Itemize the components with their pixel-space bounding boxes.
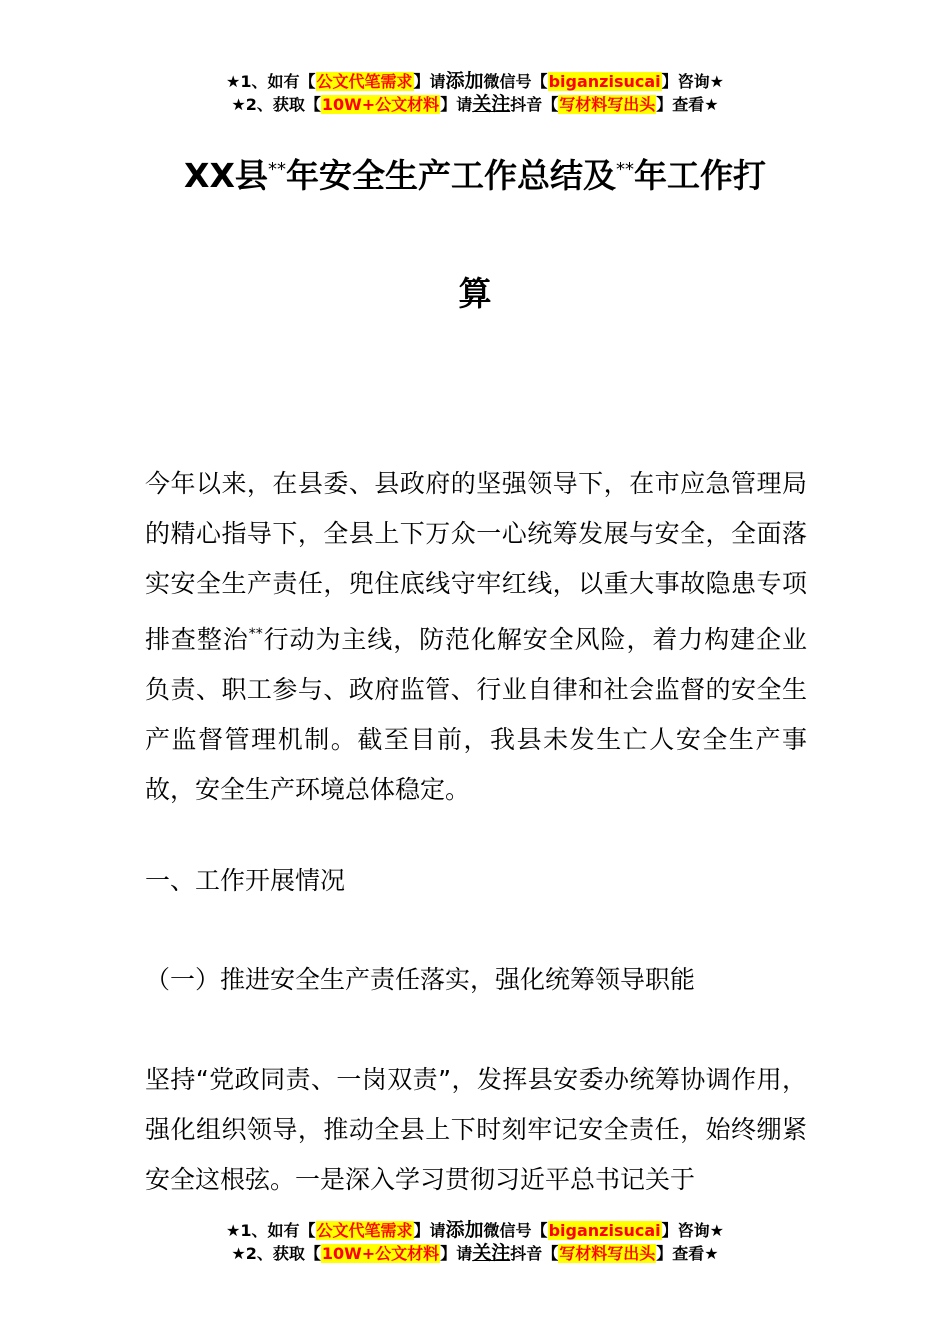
subsection-heading: （一）推进安全生产责任落实，强化统筹领导职能 [145, 965, 696, 994]
promo-highlight: 公文代笔需求 [316, 1221, 413, 1240]
promo-banner-top [0, 70, 950, 116]
document-title: XX县**年安全生产工作总结及**年工作打 [184, 156, 766, 195]
promo-highlight: 10W+公文材料 [321, 95, 440, 114]
intro-paragraph: 今年以来，在县委、县政府的坚强领导下，在市应急管理局的精心指导下，全县上下万众一心统筹发展与安全，全面落实安全生产责任，兜住底线守牢红线，以重大事故隐患专项排查整治**行动为主线，防范化解安全风险，着力构建企业负责、职工参与、政府监管、行业自律和社会监督的安全生产监督管理机制。截至目前，我县未发生亡人安全生产事故，安全生产环境总体稳定。 [145, 469, 807, 804]
promo-highlight: 10W+公文材料 [321, 1244, 440, 1263]
promo-highlight: 公文代笔需求 [316, 72, 413, 91]
promo-banner-bottom [0, 1219, 950, 1265]
body-paragraph: 坚持“党政同责、一岗双责”，发挥县安委办统筹协调作用，强化组织领导，推动全县上下时刻牢记安全责任，始终绷紧安全这根弦。一是深入学习贯彻习近平总书记关于 [145, 1065, 807, 1194]
promo-douyin-id: 写材料写出头 [559, 1244, 656, 1263]
promo-line-2: ★2、获取【10W+公文材料】请关注抖音【写材料写出头】查看★ [231, 1242, 719, 1264]
document-title-continued: 算 [458, 274, 492, 313]
promo-line-1: ★1、如有【公文代笔需求】请添加微信号【biganzisucai】咨询★ [226, 70, 724, 92]
promo-douyin-id: 写材料写出头 [559, 95, 656, 114]
promo-wechat-id: biganzisucai [548, 72, 661, 91]
promo-wechat-id: biganzisucai [548, 1221, 661, 1240]
promo-line-2: ★2、获取【10W+公文材料】请关注抖音【写材料写出头】查看★ [231, 93, 719, 115]
promo-line-1: ★1、如有【公文代笔需求】请添加微信号【biganzisucai】咨询★ [226, 1219, 724, 1241]
section-heading: 一、工作开展情况 [145, 866, 346, 895]
